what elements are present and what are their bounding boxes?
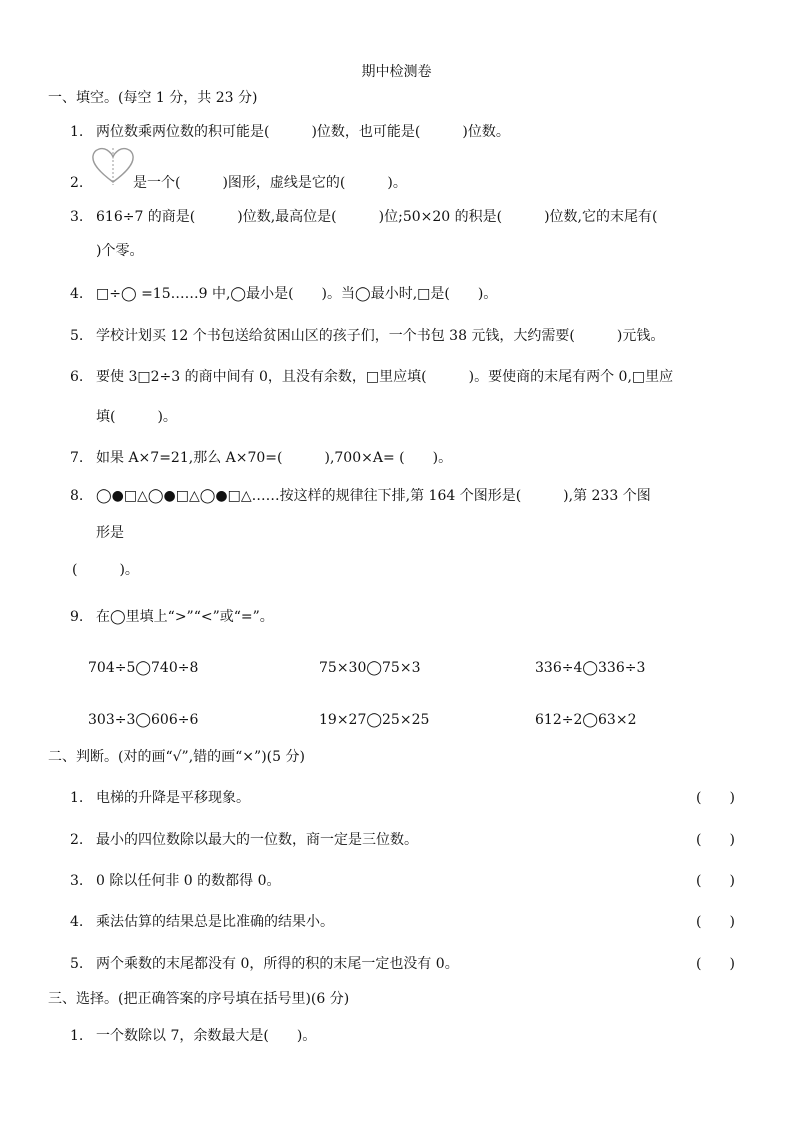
question-1-7 <box>70 448 452 468</box>
question-1-4 <box>70 284 497 304</box>
question-1-8 <box>70 486 651 506</box>
question-number: 1. <box>70 124 84 140</box>
judge-item-4 <box>70 912 334 932</box>
compare-item: 303÷3◯606÷6 <box>88 712 199 728</box>
question-text: 最小的四位数除以最大的一位数，商一定是三位数。 <box>96 832 418 848</box>
question-number: 5. <box>70 956 84 972</box>
question-text-line2: )个零。 <box>96 243 144 259</box>
page-title: 期中检测卷 <box>361 64 432 80</box>
question-text: □÷◯ =15……9 中,◯最小是( )。当◯最小时,□是( )。 <box>96 286 498 302</box>
question-number: 4. <box>70 914 84 930</box>
question-1-2 <box>70 173 96 193</box>
question-text: 在◯里填上“>”“<”或“=”。 <box>96 609 274 625</box>
choice-item-1 <box>70 1026 316 1046</box>
question-text-line3: ( )。 <box>72 562 139 578</box>
question-number: 1. <box>70 790 84 806</box>
question-text: 一个数除以 7，余数最大是( )。 <box>96 1028 317 1044</box>
answer-paren[interactable]: ( ) <box>696 914 735 930</box>
question-number: 9. <box>70 609 84 625</box>
compare-item: 336÷4◯336÷3 <box>535 660 646 676</box>
question-number: 4. <box>70 286 84 302</box>
judge-item-1 <box>70 788 250 808</box>
question-text-line2: 形是 <box>96 525 124 541</box>
question-text: 学校计划买 12 个书包送给贫困山区的孩子们，一个书包 38 元钱，大约需要( )元钱。 <box>96 328 665 344</box>
question-text: 是一个( )图形，虚线是它的( )。 <box>133 175 407 191</box>
question-text: 0 除以任何非 0 的数都得 0。 <box>96 873 281 889</box>
section-2-heading: 二、判断。(对的画“√”,错的画“×”)(5 分) <box>48 749 305 765</box>
compare-item: 19×27◯25×25 <box>319 712 430 728</box>
question-number: 8. <box>70 488 84 504</box>
question-number: 5. <box>70 328 84 344</box>
question-1-5 <box>70 326 664 346</box>
question-1-1 <box>70 122 510 142</box>
question-text-line1: 616÷7 的商是( )位数,最高位是( )位;50×20 的积是( )位数,它的末尾有( <box>96 209 658 225</box>
judge-item-5 <box>70 954 459 974</box>
question-number: 2. <box>70 832 84 848</box>
question-number: 7. <box>70 450 84 466</box>
question-1-6 <box>70 367 673 387</box>
question-text: 电梯的升降是平移现象。 <box>96 790 250 806</box>
question-1-9 <box>70 607 274 627</box>
answer-paren[interactable]: ( ) <box>696 873 735 889</box>
question-number: 1. <box>70 1028 84 1044</box>
section-3-heading: 三、选择。(把正确答案的序号填在括号里)(6 分) <box>48 991 350 1007</box>
section-1-heading: 一、填空。(每空 1 分，共 23 分) <box>48 90 258 106</box>
judge-item-3 <box>70 871 281 891</box>
question-1-3 <box>70 207 657 227</box>
question-text-line1: ◯●□△◯●□△◯●□△……按这样的规律往下排,第 164 个图形是( ),第 233 个图 <box>96 488 651 504</box>
question-number: 3. <box>70 209 84 225</box>
answer-paren[interactable]: ( ) <box>696 790 735 806</box>
question-text-line2: 填( )。 <box>96 409 177 425</box>
question-number: 2. <box>70 175 84 191</box>
question-number: 3. <box>70 873 84 889</box>
heart-icon <box>90 146 136 186</box>
question-text: 两个乘数的末尾都没有 0，所得的积的末尾一定也没有 0。 <box>96 956 459 972</box>
question-text: 两位数乘两位数的积可能是( )位数，也可能是( )位数。 <box>96 124 510 140</box>
compare-item: 75×30◯75×3 <box>319 660 421 676</box>
compare-item: 704÷5◯740÷8 <box>88 660 199 676</box>
question-text: 如果 A×7=21,那么 A×70=( ),700×A= ( )。 <box>96 450 453 466</box>
question-text: 乘法估算的结果总是比准确的结果小。 <box>96 914 334 930</box>
answer-paren[interactable]: ( ) <box>696 956 735 972</box>
judge-item-2 <box>70 830 418 850</box>
compare-item: 612÷2◯63×2 <box>535 712 637 728</box>
question-text-line1: 要使 3□2÷3 的商中间有 0，且没有余数，□里应填( )。要使商的末尾有两个 0,□里应 <box>96 369 674 385</box>
question-number: 6. <box>70 369 84 385</box>
answer-paren[interactable]: ( ) <box>696 832 735 848</box>
